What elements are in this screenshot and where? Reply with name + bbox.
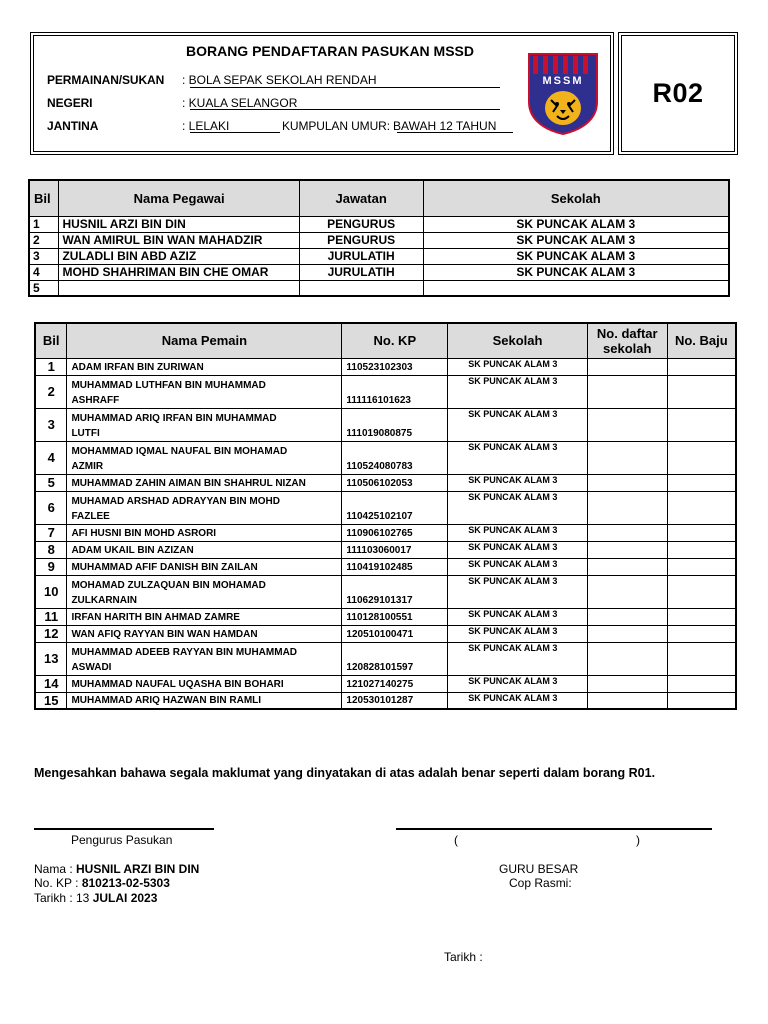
official-name: [59, 280, 299, 296]
player-jersey-number: [667, 408, 736, 441]
player-school: SK PUNCAK ALAM 3: [448, 474, 588, 491]
paren-close: ): [636, 833, 640, 847]
player-school: SK PUNCAK ALAM 3: [448, 575, 588, 608]
player-jersey-number: [667, 358, 736, 375]
logo-text: MSSM: [542, 75, 584, 87]
official-name: ZULADLI BIN ABD AZIZ: [59, 248, 299, 264]
sport-value: : BOLA SEPAK SEKOLAH RENDAH: [182, 73, 377, 87]
player-jersey-number: [667, 692, 736, 709]
player-ic-number: 120828101597: [342, 642, 448, 675]
official-position: JURULATIH: [299, 248, 423, 264]
player-school: SK PUNCAK ALAM 3: [448, 625, 588, 642]
official-stamp-caption: Cop Rasmi:: [509, 876, 572, 890]
player-name-line1: IRFAN HARITH BIN AHMAD ZAMRE: [71, 611, 240, 623]
player-bil: 2: [35, 375, 67, 408]
table-row: [35, 441, 736, 474]
player-name: [67, 491, 342, 524]
player-school: SK PUNCAK ALAM 3: [448, 675, 588, 692]
headmaster-date-label: Tarikh :: [444, 950, 483, 964]
table-row: [35, 474, 736, 491]
player-jersey-number: [667, 375, 736, 408]
table-row: [35, 541, 736, 558]
player-jersey-number: [667, 441, 736, 474]
official-school: SK PUNCAK ALAM 3: [423, 232, 729, 248]
table-row: [35, 625, 736, 642]
player-jersey-number: [667, 474, 736, 491]
player-school: SK PUNCAK ALAM 3: [448, 558, 588, 575]
player-jersey-number: [667, 625, 736, 642]
player-name-line1: ADAM UKAIL BIN AZIZAN: [71, 544, 194, 556]
table-row: [35, 642, 736, 675]
form-title: BORANG PENDAFTARAN PASUKAN MSSD: [185, 43, 475, 59]
table-row: [35, 558, 736, 575]
player-name-line2: ASHRAFF: [71, 394, 120, 406]
player-reg-number: [587, 441, 667, 474]
player-reg-number: [587, 541, 667, 558]
player-school: SK PUNCAK ALAM 3: [448, 358, 588, 375]
player-bil: 6: [35, 491, 67, 524]
player-reg-number: [587, 474, 667, 491]
official-position: PENGURUS: [299, 216, 423, 232]
player-reg-number: [587, 642, 667, 675]
col-no-daftar: No. daftar sekolah: [587, 323, 667, 358]
row-bil: 2: [29, 232, 59, 248]
official-school: SK PUNCAK ALAM 3: [423, 264, 729, 280]
player-school: SK PUNCAK ALAM 3: [448, 692, 588, 709]
player-name: [67, 441, 342, 474]
player-jersey-number: [667, 558, 736, 575]
player-jersey-number: [667, 491, 736, 524]
player-reg-number: [587, 491, 667, 524]
player-name: [67, 408, 342, 441]
table-row: [35, 408, 736, 441]
table-row: [35, 375, 736, 408]
players-body: [35, 358, 736, 709]
players-table: [34, 322, 737, 710]
table-row: [29, 280, 729, 296]
player-reg-number: [587, 358, 667, 375]
player-name-line1: MUHAMMAD NAUFAL UQASHA BIN BOHARI: [71, 678, 284, 690]
form-code-box: [618, 32, 738, 155]
player-bil: 13: [35, 642, 67, 675]
row-bil: 1: [29, 216, 59, 232]
player-reg-number: [587, 524, 667, 541]
headmaster-caption: GURU BESAR: [499, 862, 579, 876]
player-name-line2: FAZLEE: [71, 510, 110, 522]
player-bil: 5: [35, 474, 67, 491]
confirmation-text: Mengesahkan bahawa segala maklumat yang dinyatakan di atas adalah benar seperti dalam borang R01.: [34, 766, 656, 780]
table-row: [29, 248, 729, 264]
table-row: [35, 608, 736, 625]
player-bil: 1: [35, 358, 67, 375]
player-jersey-number: [667, 541, 736, 558]
player-name-line1: MUHAMMAD LUTHFAN BIN MUHAMMAD: [71, 379, 266, 391]
player-name-line2: AZMIR: [71, 460, 104, 472]
player-reg-number: [587, 558, 667, 575]
row-bil: 4: [29, 264, 59, 280]
kp-label: No. KP :: [34, 876, 82, 890]
col-nama-pegawai: Nama Pegawai: [59, 180, 299, 216]
player-name: [67, 541, 342, 558]
table-row: [29, 232, 729, 248]
officials-header-row: [29, 180, 729, 216]
player-ic-number: 110425102107: [342, 491, 448, 524]
manager-signature-line: [34, 828, 214, 830]
player-name-line1: MUHAMMAD AFIF DANISH BIN ZAILAN: [71, 561, 258, 573]
player-name: [67, 608, 342, 625]
player-ic-number: 110523102303: [342, 358, 448, 375]
official-name: WAN AMIRUL BIN WAN MAHADZIR: [59, 232, 299, 248]
player-bil: 4: [35, 441, 67, 474]
player-bil: 3: [35, 408, 67, 441]
age-value: BAWAH 12 TAHUN: [393, 119, 497, 133]
player-reg-number: [587, 608, 667, 625]
official-position: [299, 280, 423, 296]
player-ic-number: 110524080783: [342, 441, 448, 474]
nama-line: [34, 862, 199, 876]
player-ic-number: 111019080875: [342, 408, 448, 441]
official-position: JURULATIH: [299, 264, 423, 280]
player-name: [67, 375, 342, 408]
player-name-line1: MUHAMMAD ARIQ IRFAN BIN MUHAMMAD: [71, 412, 277, 424]
state-value: : KUALA SELANGOR: [182, 96, 298, 110]
tarikh-line: [34, 891, 157, 905]
player-jersey-number: [667, 575, 736, 608]
mssm-logo: [525, 50, 601, 136]
player-name: [67, 524, 342, 541]
player-reg-number: [587, 625, 667, 642]
player-ic-number: 110128100551: [342, 608, 448, 625]
manager-caption: Pengurus Pasukan: [71, 833, 173, 847]
player-bil: 9: [35, 558, 67, 575]
player-name-line2: LUTFI: [71, 427, 100, 439]
player-school: SK PUNCAK ALAM 3: [448, 642, 588, 675]
tarikh-value: JULAI 2023: [92, 891, 158, 905]
table-row: [35, 524, 736, 541]
nama-label: Nama :: [34, 862, 77, 876]
player-school: SK PUNCAK ALAM 3: [448, 524, 588, 541]
player-school: SK PUNCAK ALAM 3: [448, 441, 588, 474]
table-row: [35, 692, 736, 709]
table-row: [29, 264, 729, 280]
nama-value: HUSNIL ARZI BIN DIN: [76, 862, 200, 876]
state-underline: [190, 109, 500, 110]
player-school: SK PUNCAK ALAM 3: [448, 408, 588, 441]
player-name: [67, 625, 342, 642]
player-name-line1: MUHAMMAD ARIQ HAZWAN BIN RAMLI: [71, 695, 262, 706]
table-row: [35, 675, 736, 692]
officials-table: [28, 179, 730, 297]
player-name-line1: WAN AFIQ RAYYAN BIN WAN HAMDAN: [71, 628, 258, 640]
player-reg-number: [587, 408, 667, 441]
official-name: MOHD SHAHRIMAN BIN CHE OMAR: [59, 264, 299, 280]
table-row: [29, 216, 729, 232]
player-jersey-number: [667, 608, 736, 625]
player-ic-number: 111116101623: [342, 375, 448, 408]
player-bil: 14: [35, 675, 67, 692]
player-ic-number: 110419102485: [342, 558, 448, 575]
player-ic-number: 121027140275: [342, 675, 448, 692]
gender-underline: [190, 132, 280, 133]
players-header-row: [35, 323, 736, 358]
player-name-line1: MUHAMMAD ADEEB RAYYAN BIN MUHAMMAD: [71, 646, 298, 658]
player-school: SK PUNCAK ALAM 3: [448, 375, 588, 408]
player-ic-number: 110506102053: [342, 474, 448, 491]
paren-open: (: [454, 833, 458, 847]
table-row: [35, 491, 736, 524]
col-bil: Bil: [29, 180, 59, 216]
table-row: [35, 358, 736, 375]
row-bil: 5: [29, 280, 59, 296]
official-school: SK PUNCAK ALAM 3: [423, 216, 729, 232]
player-bil: 15: [35, 692, 67, 709]
official-school: [423, 280, 729, 296]
player-ic-number: 110906102765: [342, 524, 448, 541]
player-school: SK PUNCAK ALAM 3: [448, 608, 588, 625]
player-ic-number: 120510100471: [342, 625, 448, 642]
player-name: [67, 474, 342, 491]
player-jersey-number: [667, 675, 736, 692]
player-ic-number: 111103060017: [342, 541, 448, 558]
col-sekolah: Sekolah: [448, 323, 588, 358]
age-underline: [397, 132, 513, 133]
player-name-line2: ASWADI: [71, 661, 112, 673]
player-jersey-number: [667, 642, 736, 675]
sport-label: PERMAINAN/SUKAN: [47, 73, 165, 87]
player-name-line1: ADAM IRFAN BIN ZURIWAN: [71, 361, 204, 373]
state-label: NEGERI: [47, 96, 93, 110]
player-name: [67, 358, 342, 375]
official-name: HUSNIL ARZI BIN DIN: [59, 216, 299, 232]
gender-label: JANTINA: [47, 119, 99, 133]
player-reg-number: [587, 675, 667, 692]
player-name-line1: MOHAMMAD IQMAL NAUFAL BIN MOHAMAD: [71, 445, 288, 457]
player-bil: 8: [35, 541, 67, 558]
player-name-line2: ZULKARNAIN: [71, 594, 137, 606]
sport-underline: [190, 87, 500, 88]
player-bil: 12: [35, 625, 67, 642]
player-name: [67, 675, 342, 692]
player-name-line1: MUHAMMAD ZAHIN AIMAN BIN SHAHRUL NIZAN: [71, 477, 306, 489]
form-code: R02: [652, 78, 704, 108]
player-name-line1: MOHAMAD ZULZAQUAN BIN MOHAMAD: [71, 579, 266, 591]
player-bil: 10: [35, 575, 67, 608]
player-reg-number: [587, 692, 667, 709]
player-school: SK PUNCAK ALAM 3: [448, 541, 588, 558]
official-position: PENGURUS: [299, 232, 423, 248]
player-bil: 7: [35, 524, 67, 541]
player-ic-number: 110629101317: [342, 575, 448, 608]
player-reg-number: [587, 575, 667, 608]
player-name-line1: AFI HUSNI BIN MOHD ASRORI: [71, 527, 217, 539]
player-jersey-number: [667, 524, 736, 541]
age-label: KUMPULAN UMUR:: [282, 119, 390, 133]
official-school: SK PUNCAK ALAM 3: [423, 248, 729, 264]
kp-value: 810213-02-5303: [81, 876, 170, 890]
player-school: SK PUNCAK ALAM 3: [448, 491, 588, 524]
row-bil: 3: [29, 248, 59, 264]
headmaster-signature-line: [396, 828, 712, 830]
player-bil: 11: [35, 608, 67, 625]
col-no-kp: No. KP: [342, 323, 448, 358]
tarikh-label: Tarikh : 13: [34, 891, 93, 905]
col-sekolah: Sekolah: [423, 180, 729, 216]
col-bil: Bil: [35, 323, 67, 358]
player-name: [67, 642, 342, 675]
player-ic-number: 120530101287: [342, 692, 448, 709]
player-name: [67, 692, 342, 709]
player-name: [67, 558, 342, 575]
col-jawatan: Jawatan: [299, 180, 423, 216]
col-no-baju: No. Baju: [667, 323, 736, 358]
player-reg-number: [587, 375, 667, 408]
kp-line: [34, 876, 170, 890]
player-name-line1: MUHAMAD ARSHAD ADRAYYAN BIN MOHD: [71, 495, 280, 507]
col-nama-pemain: Nama Pemain: [67, 323, 342, 358]
gender-value: : LELAKI: [182, 119, 230, 133]
player-name: [67, 575, 342, 608]
table-row: [35, 575, 736, 608]
